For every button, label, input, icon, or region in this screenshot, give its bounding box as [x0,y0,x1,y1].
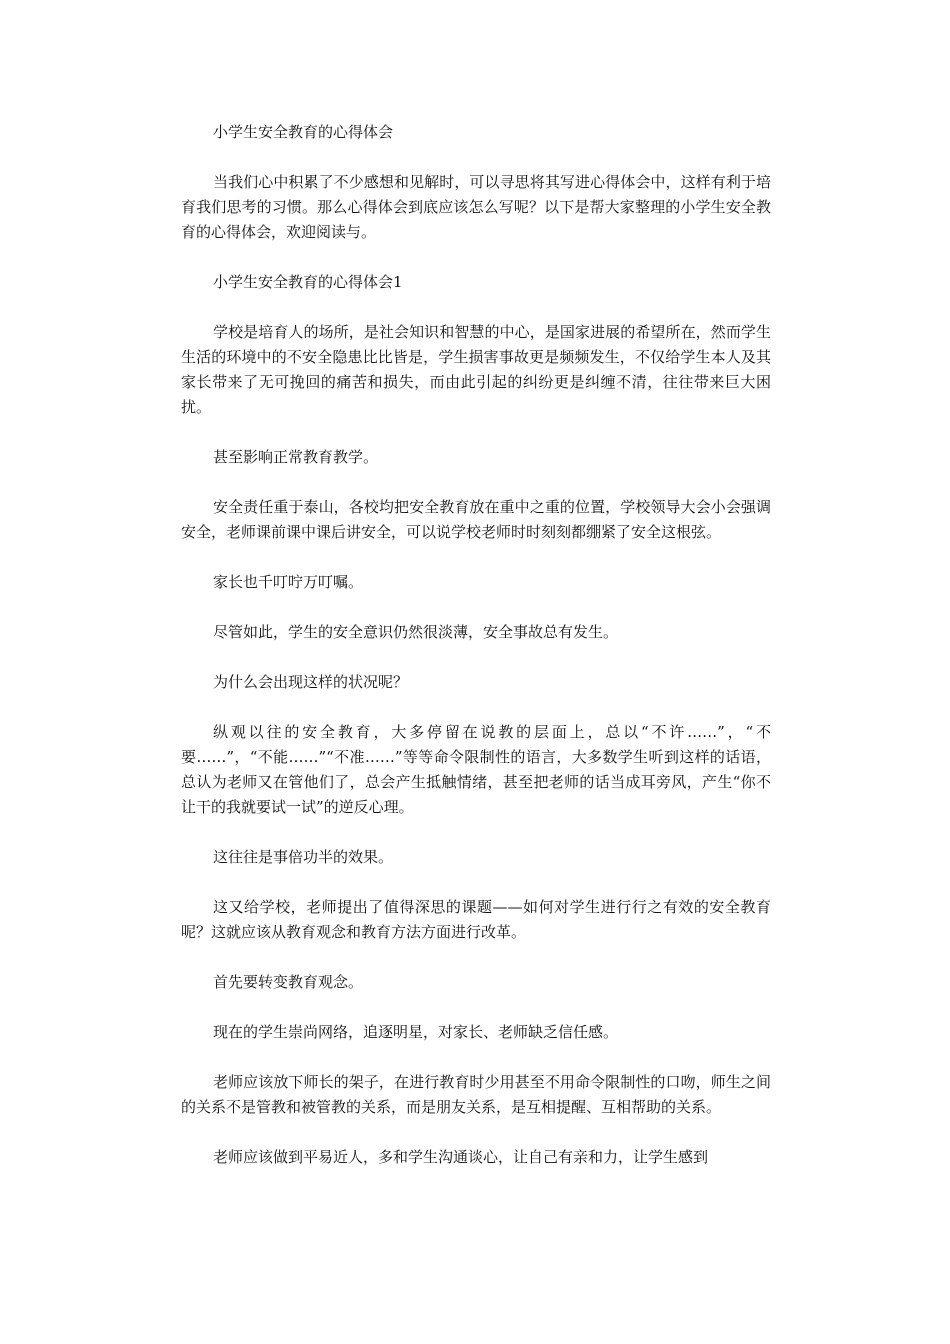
body-paragraph: 家长也千叮咛万叮嘱。 [213,573,364,591]
body-paragraph: 这往往是事倍功半的效果。 [213,848,394,866]
body-paragraph: 安全责任重于泰山，各校均把安全教育放在重中之重的位置，学校领导大会小会强调安全，老师课前课中课后讲安全，可以说学校老师时时刻刻都绷紧了安全这根弦。 [181,498,771,541]
body-paragraph: 老师应该放下师长的架子，在进行教育时少用甚至不用命令限制性的口吻，师生之间的关系不是管教和被管教的关系，而是朋友关系，是互相提醒、互相帮助的关系。 [181,1073,771,1116]
body-paragraph: 现在的学生崇尚网络，追逐明星，对家长、老师缺乏信任感。 [213,1023,619,1041]
body-paragraph: 老师应该做到平易近人，多和学生沟通谈心，让自己有亲和力，让学生感到 [213,1148,709,1166]
document-body [181,120,771,1195]
body-paragraph: 纵观以往的安全教育，大多停留在说教的层面上，总以“不许……”，“不要……”，“不能……”“不准……”等等命令限制性的语言，大多数学生听到这样的话语，总认为老师又在管他们了，总会产生抵触情绪，甚至把老师的话当成耳旁风，产生“你不让干的我就要试一试”的逆反心理。 [181,723,771,816]
body-paragraph: 甚至影响正常教育教学。 [213,448,379,466]
body-paragraph: 学校是培育人的场所，是社会知识和智慧的中心，是国家进展的希望所在，然而学生生活的环境中的不安全隐患比比皆是，学生损害事故更是频频发生，不仅给学生本人及其家长带来了无可挽回的痛苦和损失，而由此引起的纠纷更是纠缠不清，往往带来巨大困扰。 [181,323,771,416]
intro-paragraph: 当我们心中积累了不少感想和见解时，可以寻思将其写进心得体会中，这样有利于培育我们思考的习惯。那么心得体会到底应该怎么写呢？以下是帮大家整理的小学生安全教育的心得体会，欢迎阅读与。 [181,173,771,241]
body-paragraph: 首先要转变教育观念。 [213,973,364,991]
section-heading: 小学生安全教育的心得体会1 [213,273,403,291]
document-title: 小学生安全教育的心得体会 [213,123,394,141]
body-paragraph: 尽管如此，学生的安全意识仍然很淡薄，安全事故总有发生。 [213,623,619,641]
body-paragraph: 这又给学校，老师提出了值得深思的课题——如何对学生进行行之有效的安全教育呢？这就应该从教育观念和教育方法方面进行改革。 [181,898,771,941]
body-paragraph: 为什么会出现这样的状况呢？ [213,673,409,691]
